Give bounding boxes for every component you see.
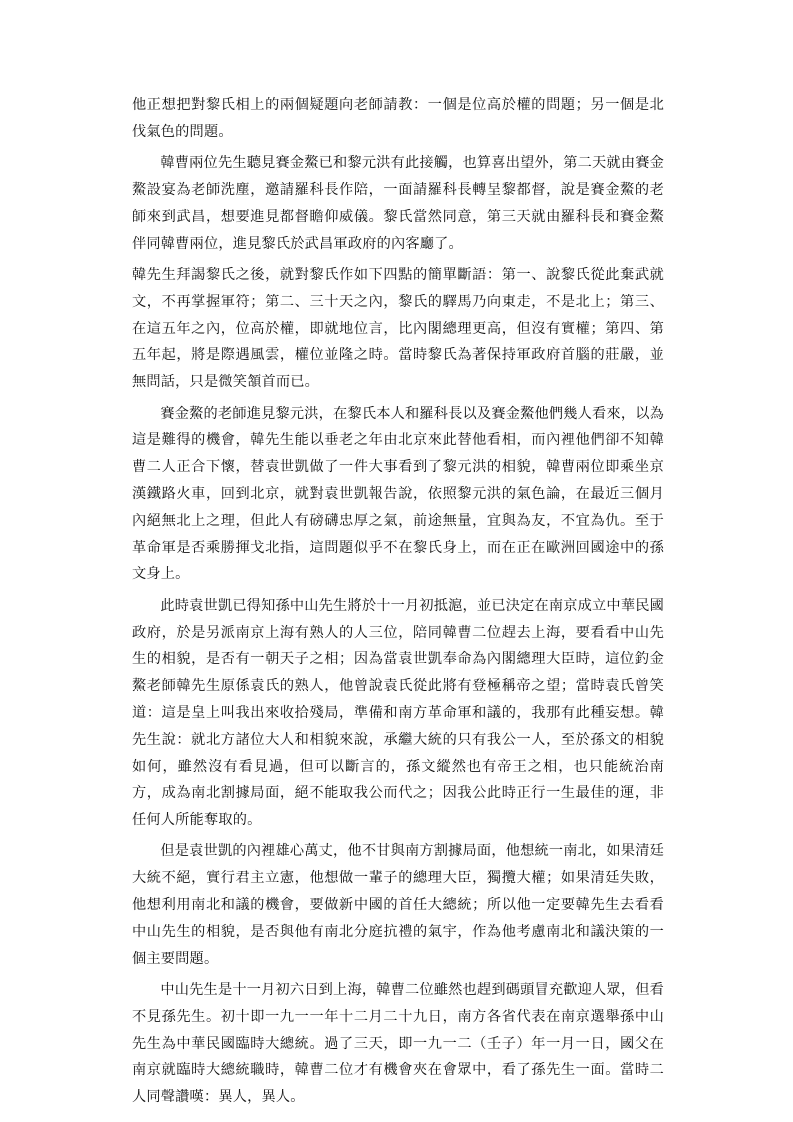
paragraph: 韓曹兩位先生聽見賽金鰲已和黎元洪有此接觸，也算喜出望外，第二天就由賽金鰲設宴為老師洗塵，邀請羅科長作陪，一面請羅科長轉呈黎都督，說是賽金鰲的老師來到武昌，想要進見都督瞻仰威儀。黎氏當然同意，第三天就由羅科長和賽金鰲伴同韓曹兩位，進見黎氏於武昌軍政府的內客廳了。 [132,155,664,252]
paragraph: 他正想把對黎氏相上的兩個疑題向老師請教：一個是位高於權的問題；另一個是北伐氣色的問題。 [132,97,664,140]
paragraph: 但是袁世凱的內裡雄心萬丈，他不甘與南方割據局面，他想統一南北，如果清廷大統不絕，實行君主立憲，他想做一輩子的總理大臣，獨攬大權；如果清廷失敗，他想利用南北和議的機會，要做新中國的首任大總統；所以他一定要韓先生去看看中山先生的相貌，是否與他有南北分庭抗禮的氣宇，作為他考慮南北和議決策的一個主要問題。 [132,843,664,967]
body-text [132,92,664,1116]
paragraph: 賽金鰲的老師進見黎元洪，在黎氏本人和羅科長以及賽金鰲他們幾人看來，以為這是難得的機會，韓先生能以垂老之年由北京來此替他看相，而內裡他們卻不知韓曹二人正合下懷，替袁世凱做了一件大事看到了黎元洪的相貌，韓曹兩位即乘坐京漢鐵路火車，回到北京，就對袁世凱報告說，依照黎元洪的氣色論，在最近三個月內絕無北上之理，但此人有磅礴忠厚之氣，前途無量，宜與為友，不宜為仇。至于革命軍是否乘勝揮戈北指，這問題似乎不在黎氏身上，而在正在歐洲回國途中的孫文身上。 [132,405,664,583]
paragraph: 中山先生是十一月初六日到上海，韓曹二位雖然也趕到碼頭冒充歡迎人眾，但看不見孫先生。初十即一九一一年十二月二十九日，南方各省代表在南京選舉孫中山先生為中華民國臨時大總統。過了三天，即一九一二（壬子）年一月一日，國父在南京就臨時大總統職時，韓曹二位才有機會夾在會眾中，看了孫先生一面。當時二人同聲讚嘆：異人，異人。 [132,982,664,1106]
paragraph: 此時袁世凱已得知孫中山先生將於十一月初抵滬，並已決定在南京成立中華民國政府，於是另派南京上海有熟人的人三位，陪同韓曹二位趕去上海，要看看中山先生的相貌，是否有一朝天子之相；因為當袁世凱奉命為內閣總理大臣時，這位釣金鰲老師韓先生原係袁氏的熟人，他曾說袁氏從此將有登極稱帝之望；當時袁氏曾笑道：這是皇上叫我出來收拾殘局，準備和南方革命軍和議的，我那有此種妄想。韓先生說：就北方諸位大人和相貌來說，承繼大統的只有我公一人，至於孫文的相貌如何，雖然沒有看見過，但可以斷言的，孫文縱然也有帝王之相，也只能統治南方，成為南北割據局面，絕不能取我公而代之；因我公此時正行一生最佳的運，非任何人所能奪取的。 [132,597,664,829]
paragraph: 韓先生拜謁黎氏之後，就對黎氏作如下四點的簡單斷語：第一、說黎氏從此棄武就文，不再掌握軍符；第二、三十天之內，黎氏的驛馬乃向東走，不是北上；第三、在這五年之內，位高於權，即就地位言，比內閣總理更高，但沒有實權；第四、第五年起，將是際遇風雲，權位並隆之時。當時黎氏為著保持軍政府首腦的莊嚴，並無問話，只是微笑頷首而已。 [132,266,664,391]
